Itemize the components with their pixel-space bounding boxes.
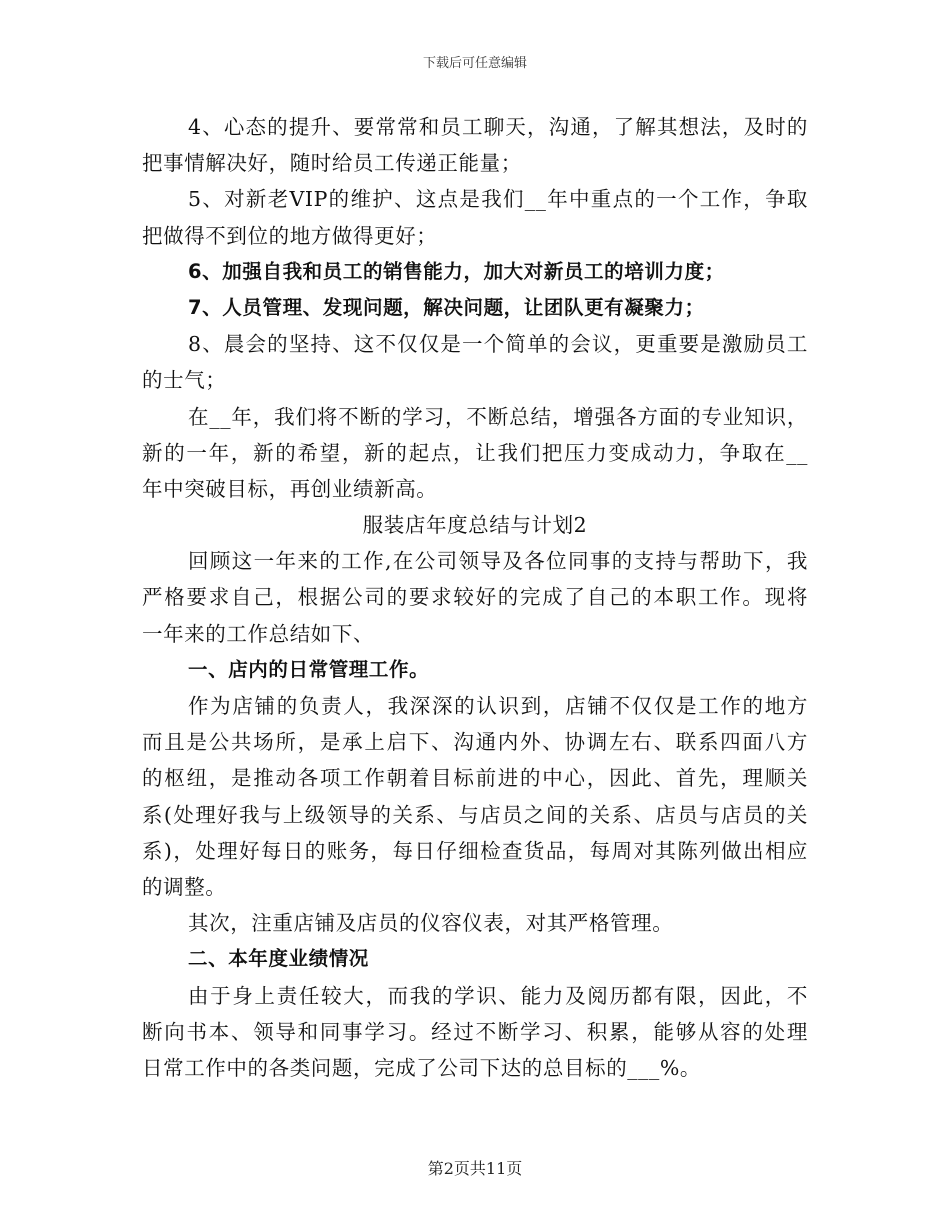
document-body <box>142 109 808 1086</box>
paragraph-line: 把做得不到位的地方做得更好； <box>142 223 438 248</box>
page-header: 下载后可任意编辑 <box>422 56 527 71</box>
paragraph-line: 把事情解决好，随时给员工传递正能量； <box>142 151 522 176</box>
page-footer: 第2页共11页 <box>427 1159 523 1178</box>
paragraph-line: 由于身上责任较大，而我的学识、能力及阅历都有限，因此，不 <box>188 983 808 1008</box>
section-heading-line: 一、店内的日常管理工作。 <box>188 657 430 681</box>
paragraph-line: 一年来的工作总结如下、 <box>142 621 375 646</box>
paragraph-line: 断向书本、领导和同事学习。经过不断学习、积累，能够从容的处理 <box>142 1019 808 1044</box>
paragraph-line: 在__年，我们将不断的学习，不断总结，增强各方面的专业知识， <box>188 404 808 429</box>
section-heading-line: 6、加强自我和员工的销售能力，加大对新员工的培训力度； <box>188 259 725 283</box>
paragraph-line: 系)，处理好每日的账务，每日仔细检查货品，每周对其陈列做出相应 <box>142 838 808 863</box>
paragraph-line: 5、对新老VIP的维护、这点是我们__年中重点的一个工作，争取 <box>188 187 808 212</box>
paragraph-line: 而且是公共场所，是承上启下、沟通内外、协调左右、联系四面八方 <box>142 730 808 755</box>
paragraph-line: 作为店铺的负责人，我深深的认识到，店铺不仅仅是工作的地方 <box>188 694 808 718</box>
paragraph-line: 4、心态的提升、要常常和员工聊天，沟通，了解其想法，及时的 <box>188 115 808 139</box>
paragraph-line: 日常工作中的各类问题，完成了公司下达的总目标的___%。 <box>142 1055 702 1080</box>
paragraph-line: 的调整。 <box>142 874 227 899</box>
paragraph-line: 其次，注重店铺及店员的仪容仪表，对其严格管理。 <box>188 911 674 936</box>
paragraph-line: 系(处理好我与上级领导的关系、与店员之间的关系、店员与店员的关 <box>142 802 808 827</box>
paragraph-line: 严格要求自己，根据公司的要求较好的完成了自己的本职工作。现将 <box>142 585 808 610</box>
paragraph-line: 的士气； <box>142 368 227 393</box>
paragraph-line: 新的一年，新的希望，新的起点，让我们把压力变成动力，争取在__ <box>142 440 808 465</box>
section-heading-line: 7、人员管理、发现问题，解决问题，让团队更有凝聚力； <box>188 295 705 319</box>
paragraph-line: 8、晨会的坚持、这不仅仅是一个简单的会议，更重要是激励员工 <box>188 332 808 357</box>
section-title: 服装店年度总结与计划2 <box>362 513 588 538</box>
paragraph-line: 的枢纽，是推动各项工作朝着目标前进的中心，因此、首先，理顺关 <box>142 766 808 791</box>
paragraph-line: 回顾这一年来的工作,在公司领导及各位同事的支持与帮助下，我 <box>188 549 808 574</box>
section-heading-line: 二、本年度业绩情况 <box>188 947 369 971</box>
paragraph-line: 年中突破目标，再创业绩新高。 <box>142 476 438 501</box>
